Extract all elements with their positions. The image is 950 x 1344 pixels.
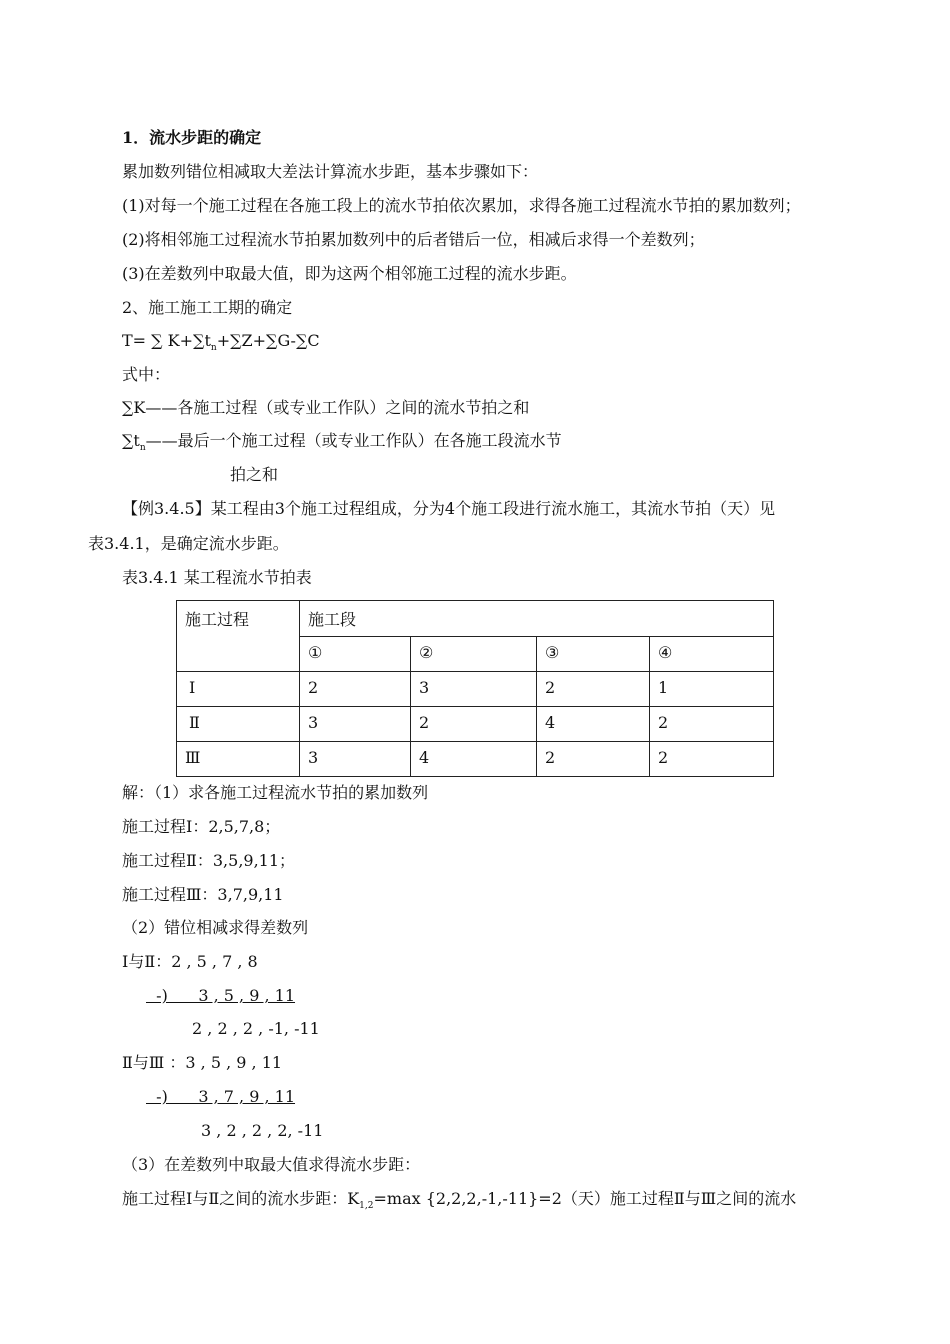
step-1: (1)对每一个施工过程在各施工段上的流水节拍依次累加，求得各施工过程流水节拍的累加数列； <box>122 196 801 215</box>
result-subscript: 1,2 <box>359 1201 374 1212</box>
value-cell: 2 <box>650 742 774 777</box>
process-cell: Ⅲ <box>177 742 300 777</box>
value-cell: 3 <box>411 672 537 707</box>
solution-step-1: 解：（1）求各施工过程流水节拍的累加数列 <box>122 783 429 802</box>
table-caption: 表3.4.1 某工程流水节拍表 <box>122 568 312 587</box>
value-cell: 4 <box>537 707 650 742</box>
process-column-header: 施工过程 <box>177 601 300 672</box>
segment-header: 施工段 <box>300 601 774 637</box>
value-cell: 2 <box>650 707 774 742</box>
intro-text: 累加数列错位相减取大差法计算流水步距，基本步骤如下： <box>122 162 539 181</box>
table-row <box>177 672 774 707</box>
value-cell: 2 <box>411 707 537 742</box>
definition-sum-k: ∑K——各施工过程（或专业工作队）之间的流水节拍之和 <box>122 398 530 417</box>
cumulative-sequence-1: 施工过程Ⅰ：2,5,7,8； <box>122 817 281 836</box>
definition-sum-tn <box>122 431 562 458</box>
step-distance-result <box>122 1189 796 1216</box>
table-row <box>177 742 774 777</box>
value-cell: 1 <box>650 672 774 707</box>
pair-1-2-label: Ⅰ与Ⅱ：2 , 5 , 7 , 8 <box>122 952 258 971</box>
value-cell: 2 <box>537 672 650 707</box>
segment-cell: ② <box>411 637 537 672</box>
pair-2-3-subtrahend: -) 3 , 7 , 9 , 11 <box>146 1087 296 1106</box>
value-cell: 4 <box>411 742 537 777</box>
example-text-line2: 表3.4.1，是确定流水步距。 <box>88 534 289 553</box>
value-cell: 3 <box>300 742 411 777</box>
solution-step-3: （3）在差数列中取最大值求得流水步距： <box>122 1155 421 1174</box>
pair-1-2-difference: 2 , 2 , 2 , -1, -11 <box>192 1019 320 1038</box>
process-cell: Ⅰ <box>177 672 300 707</box>
value-cell: 3 <box>300 707 411 742</box>
where-label: 式中： <box>122 365 171 384</box>
pair-2-3-difference: 3 , 2 , 2 , 2, -11 <box>201 1121 324 1140</box>
solution-step-2: （2）错位相减求得差数列 <box>122 918 309 937</box>
value-cell: 2 <box>537 742 650 777</box>
process-cell: Ⅱ <box>177 707 300 742</box>
section-heading-step-distance: 1．流水步距的确定 <box>122 128 262 147</box>
formula-subscript: n <box>210 343 217 354</box>
result-part-b: =max {2,2,2,-1,-11}=2（天）施工过程Ⅱ与Ⅲ之间的流水 <box>373 1189 797 1208</box>
def2-part-b: ——最后一个施工过程（或专业工作队）在各施工段流水节 <box>145 431 562 450</box>
example-text-line1: 【例3.4.5】某工程由3个施工过程组成，分为4个施工段进行流水施工，其流水节拍（天）见 <box>122 499 776 518</box>
cumulative-sequence-2: 施工过程Ⅱ：3,5,9,11； <box>122 851 296 870</box>
formula-part-a: T= ∑ K+∑t <box>122 331 211 350</box>
pair-2-3-label: Ⅱ与Ⅲ ：3 , 5 , 9 , 11 <box>122 1053 283 1072</box>
segment-cell: ① <box>300 637 411 672</box>
definition-sum-tn-continued: 拍之和 <box>230 465 279 484</box>
table-row <box>177 707 774 742</box>
formula-part-b: +∑Z+∑G-∑C <box>216 331 320 350</box>
step-3: (3)在差数列中取最大值，即为这两个相邻施工过程的流水步距。 <box>122 264 577 283</box>
beat-table <box>176 600 774 777</box>
duration-formula <box>122 331 320 358</box>
cumulative-sequence-3: 施工过程Ⅲ：3,7,9,11 <box>122 885 284 904</box>
def2-part-a: ∑t <box>122 431 140 450</box>
value-cell: 2 <box>300 672 411 707</box>
table-header-row <box>177 601 774 637</box>
result-part-a: 施工过程Ⅰ与Ⅱ之间的流水步距：K <box>122 1189 360 1208</box>
section-heading-duration: 2、施工施工工期的确定 <box>122 298 293 317</box>
pair-1-2-subtrahend: -) 3 , 5 , 9 , 11 <box>146 986 296 1005</box>
step-2: (2)将相邻施工过程流水节拍累加数列中的后者错后一位，相减后求得一个差数列； <box>122 230 705 249</box>
segment-cell: ③ <box>537 637 650 672</box>
def2-subscript: n <box>139 443 146 454</box>
segment-cell: ④ <box>650 637 774 672</box>
